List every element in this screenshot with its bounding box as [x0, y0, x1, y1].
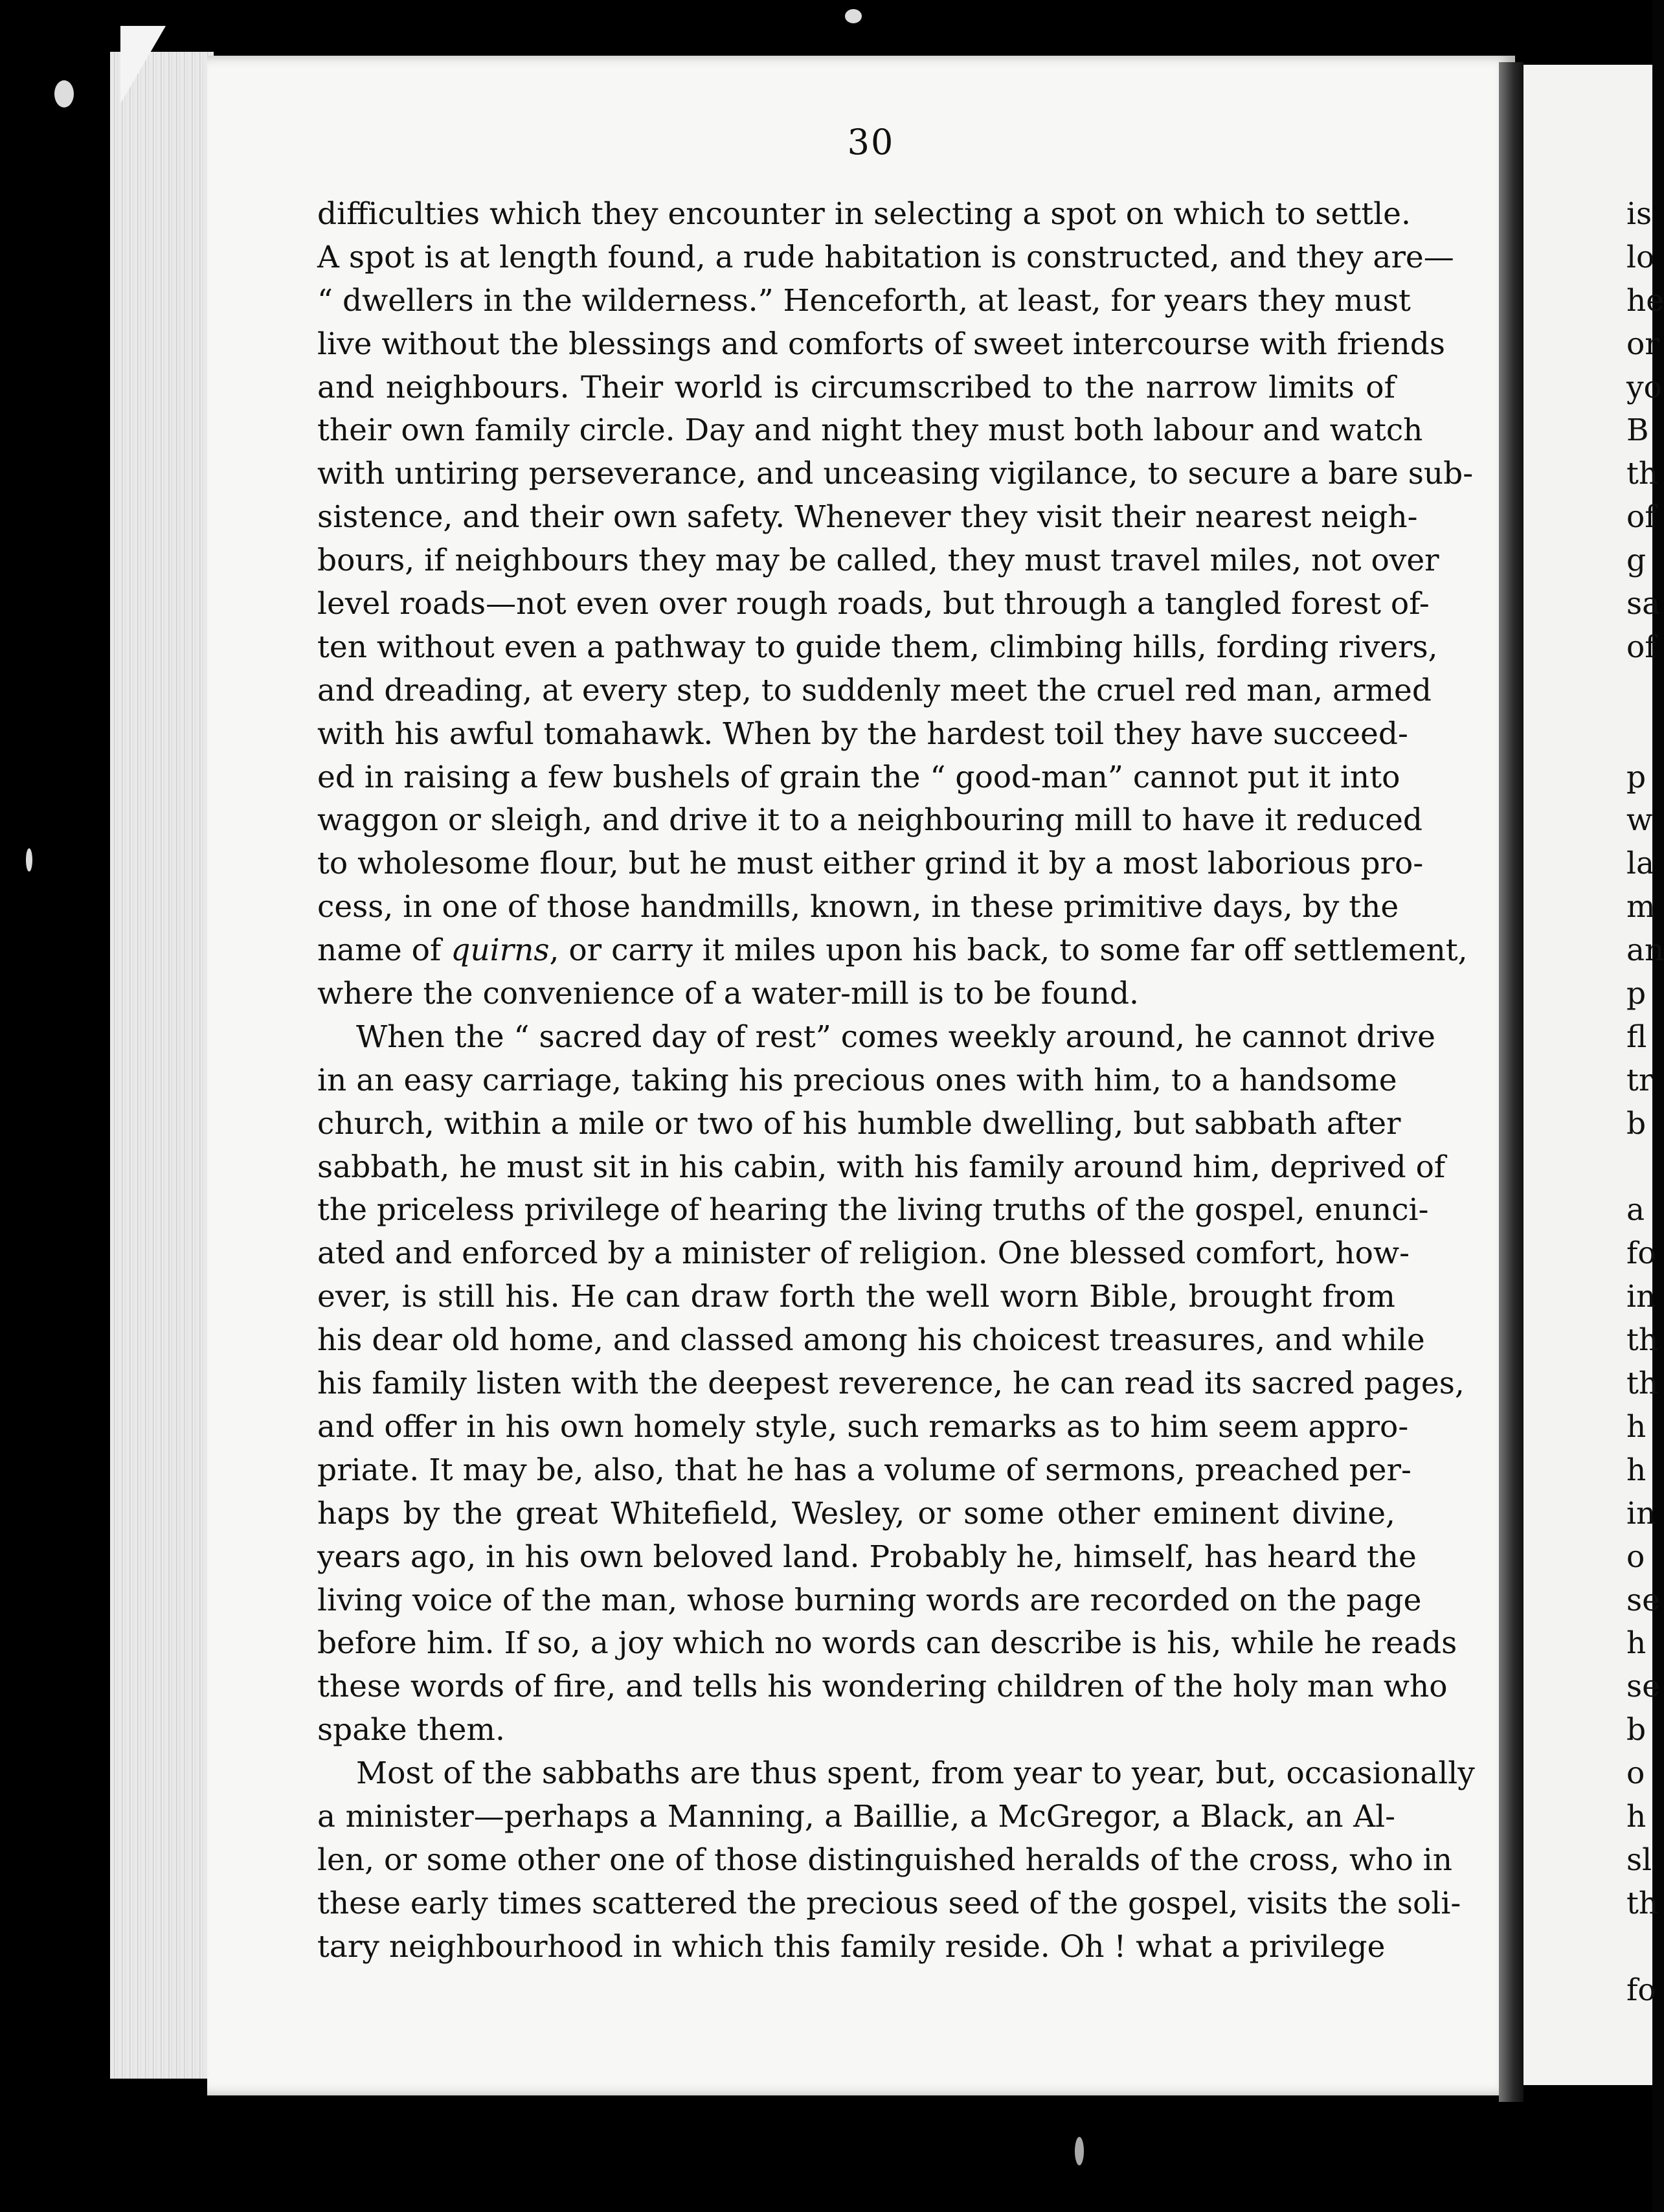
facing-page-line-fragment: th — [1626, 1366, 1659, 1402]
text-line: ten without even a pathway to guide them, climbing hills, fording rivers, — [317, 629, 1438, 665]
facing-page-line-fragment: b — [1626, 1712, 1647, 1748]
text-line: his family listen with the deepest reverence, he can read its sacred pages, — [317, 1366, 1465, 1402]
text-line: in an easy carriage, taking his precious ones with him, to a handsome — [317, 1062, 1397, 1098]
text-line: priate. It may be, also, that he has a volume of sermons, preached per- — [317, 1452, 1411, 1488]
facing-page-line-fragment: la — [1626, 846, 1655, 882]
page-number: 30 — [847, 122, 895, 163]
facing-page-line-fragment: or — [1626, 326, 1659, 362]
text-line: waggon or sleigh, and drive it to a neighbouring mill to have it reduced — [317, 802, 1422, 839]
text-line: len, or some other one of those distinguished heralds of the cross, who in — [317, 1842, 1452, 1878]
text-line: name of quirns, or carry it miles upon his back, to some far off settlement, — [317, 932, 1468, 969]
text-line: sabbath, he must sit in his cabin, with his family around him, deprived of — [317, 1149, 1446, 1185]
text-line: living voice of the man, whose burning words are recorded on the page — [317, 1582, 1422, 1618]
facing-page-line-fragment: h — [1626, 1798, 1647, 1834]
facing-page-line-fragment: sl — [1626, 1842, 1652, 1878]
facing-page-line-fragment: is — [1626, 196, 1652, 232]
text-line: years ago, in his own beloved land. Probably he, himself, has heard the — [317, 1539, 1417, 1575]
text-line: these words of fire, and tells his wondering children of the holy man who — [317, 1669, 1448, 1705]
facing-page-line-fragment: lo — [1626, 239, 1655, 275]
facing-page-line-fragment: h — [1626, 1452, 1647, 1488]
facing-page-line-fragment: of — [1626, 629, 1656, 665]
text-line: with his awful tomahawk. When by the hardest toil they have succeed- — [317, 716, 1408, 752]
text-line: ated and enforced by a minister of religion. One blessed comfort, how- — [317, 1236, 1410, 1272]
text-line: church, within a mile or two of his humble dwelling, but sabbath after — [317, 1105, 1401, 1142]
facing-page-line-fragment: th — [1626, 1322, 1659, 1359]
text-line: difficulties which they encounter in selecting a spot on which to settle. — [317, 196, 1411, 232]
text-line: sistence, and their own safety. Whenever they visit their nearest neigh- — [317, 499, 1418, 536]
text-line: spake them. — [317, 1712, 505, 1748]
facing-page-text — [1626, 193, 1664, 2012]
page-edges — [110, 52, 214, 2079]
facing-page-line-fragment: h — [1626, 1625, 1647, 1662]
text-line: level roads—not even over rough roads, but through a tangled forest of- — [317, 586, 1430, 622]
text-line: his dear old home, and classed among his choicest treasures, and while — [317, 1322, 1425, 1359]
facing-page-line-fragment: b — [1626, 1105, 1647, 1142]
facing-page-line-fragment: fo — [1626, 1236, 1656, 1272]
facing-page-line-fragment: p — [1626, 759, 1647, 795]
text-line: and neighbours. Their world is circumscribed to the narrow limits of — [317, 369, 1395, 405]
text-line: and offer in his own homely style, such remarks as to him seem appro- — [317, 1408, 1409, 1445]
facing-page-line-fragment: o — [1626, 1755, 1645, 1792]
book-gutter — [1499, 62, 1523, 2102]
dust-speck — [845, 9, 862, 23]
text-line: bours, if neighbours they may be called, they must travel miles, not over — [317, 543, 1439, 579]
dust-speck — [1075, 2137, 1084, 2165]
text-line: these early times scattered the precious seed of the gospel, visits the soli- — [317, 1885, 1461, 1921]
facing-page-line-fragment: g — [1626, 543, 1647, 579]
facing-page-line-fragment — [1626, 670, 1652, 713]
facing-page-line-fragment — [1626, 713, 1652, 756]
facing-page-line-fragment: sa — [1626, 586, 1661, 622]
text-line: cess, in one of those handmills, known, in these primitive days, by the — [317, 889, 1399, 925]
dust-speck — [54, 80, 74, 107]
text-line: haps by the great Whitefield, Wesley, or some other eminent divine, — [317, 1495, 1395, 1531]
facing-page-line-fragment: yo — [1626, 369, 1662, 405]
facing-page-line-fragment: o — [1626, 1539, 1645, 1575]
facing-page-line-fragment: m — [1626, 889, 1656, 925]
facing-page-line-fragment: an — [1626, 932, 1664, 969]
facing-page-line-fragment: p — [1626, 976, 1647, 1012]
facing-page-line-fragment: B — [1626, 412, 1649, 449]
text-line: their own family circle. Day and night they must both labour and watch — [317, 412, 1423, 449]
text-line: ed in raising a few bushels of grain the “ good-man” cannot put it into — [317, 759, 1400, 795]
text-line: and dreading, at every step, to suddenly meet the cruel red man, armed — [317, 672, 1432, 708]
facing-page-line-fragment: th — [1626, 456, 1659, 492]
facing-page-line-fragment: th — [1626, 1885, 1659, 1921]
facing-page-line-fragment: w — [1626, 802, 1653, 839]
text-line: before him. If so, a joy which no words can describe is his, while he reads — [317, 1625, 1457, 1662]
body-text — [317, 193, 1475, 1969]
facing-page-line-fragment: in — [1626, 1279, 1656, 1315]
facing-page-line-fragment: he — [1626, 282, 1664, 319]
facing-page-line-fragment — [1626, 1926, 1652, 1969]
text-line: tary neighbourhood in which this family reside. Oh ! what a privilege — [317, 1928, 1386, 1965]
text-line: a minister—perhaps a Manning, a Baillie, a McGregor, a Black, an Al- — [317, 1798, 1395, 1834]
text-line: ever, is still his. He can draw forth the well worn Bible, brought from — [317, 1279, 1395, 1315]
facing-page-line-fragment: fl — [1626, 1019, 1647, 1055]
folded-corner — [120, 26, 166, 104]
facing-page-line-fragment: h — [1626, 1408, 1647, 1445]
text-line: Most of the sabbaths are thus spent, from year to year, but, occasionally — [356, 1755, 1475, 1792]
facing-page-line-fragment: tr — [1626, 1062, 1654, 1098]
text-line: to wholesome flour, but he must either grind it by a most laborious pro- — [317, 846, 1424, 882]
text-line: live without the blessings and comforts of sweet intercourse with friends — [317, 326, 1446, 362]
facing-page-line-fragment — [1626, 1146, 1652, 1190]
facing-page-line-fragment: in — [1626, 1495, 1656, 1531]
facing-page-line-fragment: a — [1626, 1192, 1645, 1228]
text-line: When the “ sacred day of rest” comes weekly around, he cannot drive — [356, 1019, 1435, 1055]
facing-page-line-fragment: fo — [1626, 1972, 1656, 2008]
facing-page-line-fragment: of — [1626, 499, 1656, 536]
facing-page-line-fragment: se — [1626, 1669, 1660, 1705]
dust-speck — [26, 848, 32, 872]
text-line: the priceless privilege of hearing the living truths of the gospel, enunci- — [317, 1192, 1429, 1228]
text-line: where the convenience of a water-mill is to be found. — [317, 976, 1139, 1012]
text-line: “ dwellers in the wilderness.” Henceforth, at least, for years they must — [317, 282, 1411, 319]
text-line: with untiring perseverance, and unceasing vigilance, to secure a bare sub- — [317, 456, 1474, 492]
facing-page-line-fragment: se — [1626, 1582, 1660, 1618]
text-line: A spot is at length found, a rude habitation is constructed, and they are— — [317, 239, 1454, 275]
